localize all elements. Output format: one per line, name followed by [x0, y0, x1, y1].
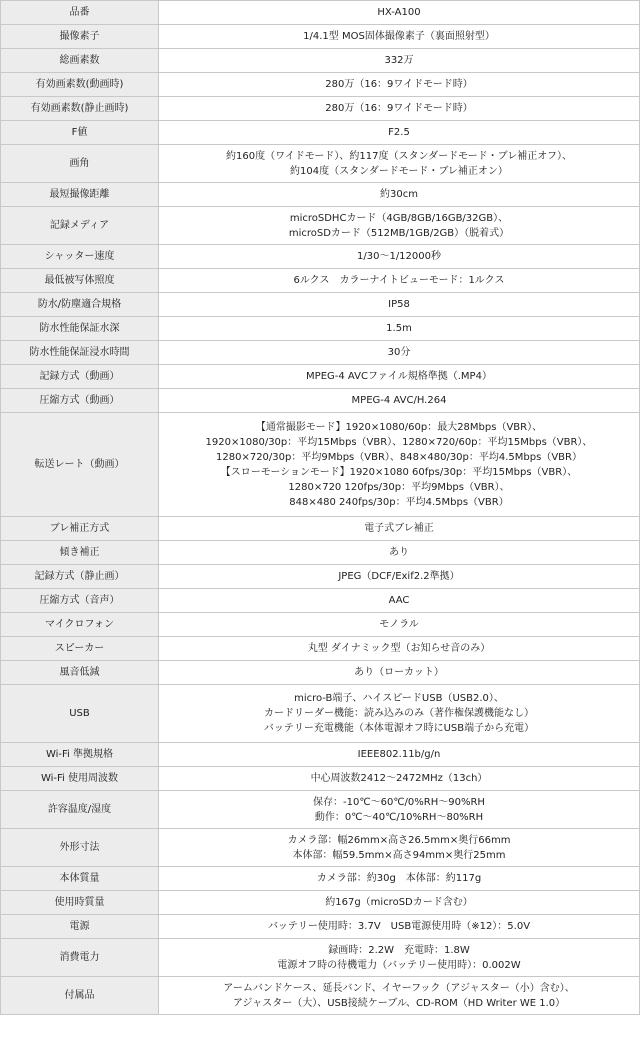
spec-label: 防水/防塵適合規格 [1, 293, 159, 317]
spec-value-line: 約30cm [380, 189, 418, 200]
spec-value-line: MPEG-4 AVCファイル規格準拠（.MP4） [306, 371, 492, 382]
spec-label: 最低被写体照度 [1, 269, 159, 293]
spec-value-line: あり [389, 547, 409, 558]
spec-row [1, 867, 640, 891]
spec-row [1, 565, 640, 589]
spec-label: 撮像素子 [1, 25, 159, 49]
spec-value [159, 541, 640, 565]
spec-value [159, 413, 640, 517]
spec-value-line: IP58 [388, 299, 410, 310]
spec-value-line: 1280×720/30p：平均9Mbps（VBR）、848×480/30p：平均4.5Mbps（VBR） [216, 451, 582, 463]
spec-value-line: 280万（16：9ワイドモード時） [325, 103, 473, 114]
spec-label: マイクロフォン [1, 613, 159, 637]
spec-row [1, 891, 640, 915]
spec-value-line: 1920×1080/30p：平均15Mbps（VBR）、1280×720/60p：平均15Mbps（VBR）、 [205, 436, 593, 448]
spec-value-line: 丸型 ダイナミック型（お知らせ音のみ） [307, 643, 491, 654]
spec-value [159, 915, 640, 939]
spec-value-line: 280万（16：9ワイドモード時） [325, 79, 473, 90]
spec-label: 記録方式（動画） [1, 365, 159, 389]
spec-value-line: 電子式ブレ補正 [364, 523, 434, 534]
spec-label: 圧縮方式（動画） [1, 389, 159, 413]
spec-value [159, 1, 640, 25]
spec-label: 風音低減 [1, 661, 159, 685]
spec-label: 有効画素数(動画時) [1, 73, 159, 97]
spec-label: 防水性能保証水深 [1, 317, 159, 341]
spec-value-line: 【通常撮影モード】1920×1080/60p：最大28Mbps（VBR）、 [255, 421, 543, 433]
spec-row [1, 1, 640, 25]
spec-row [1, 293, 640, 317]
spec-value-line: F2.5 [388, 127, 410, 138]
spec-label: 本体質量 [1, 867, 159, 891]
spec-value-line: MPEG-4 AVC/H.264 [351, 395, 447, 406]
spec-value-line: バッテリー使用時：3.7V USB電源使用時（※12）：5.0V [267, 921, 531, 932]
spec-value-line: 保存：-10℃〜60℃/0%RH〜90%RH [313, 796, 485, 808]
spec-value-line: HX-A100 [377, 7, 421, 18]
spec-value-line: アームバンドケース、延長バンド、イヤーフック（アジャスター（小）含む）、 [223, 982, 575, 994]
spec-value [159, 49, 640, 73]
spec-value-line: microSDHCカード（4GB/8GB/16GB/32GB）、 [289, 212, 509, 224]
spec-row [1, 829, 640, 867]
spec-value-line: カードリーダー機能：読み込みのみ（著作権保護機能なし） [264, 708, 534, 719]
spec-value [159, 637, 640, 661]
spec-row [1, 317, 640, 341]
spec-row [1, 413, 640, 517]
spec-value-line: 約104度（スタンダードモード・ブレ補正オン） [290, 165, 508, 177]
spec-row [1, 977, 640, 1015]
spec-row [1, 389, 640, 413]
spec-value-line: カメラ部：約30g 本体部：約117g [316, 873, 482, 884]
spec-value-line: 動作：0℃〜40℃/10%RH〜80%RH [314, 811, 484, 823]
spec-value-line: 1/4.1型 MOS固体撮像素子（裏面照射型） [303, 31, 495, 42]
spec-value-line: 1280×720 120fps/30p：平均9Mbps（VBR）、 [288, 481, 510, 493]
spec-row [1, 589, 640, 613]
spec-row [1, 25, 640, 49]
spec-row [1, 685, 640, 743]
spec-value [159, 565, 640, 589]
spec-label: ブレ補正方式 [1, 517, 159, 541]
spec-value-line: 中心周波数2412〜2472MHz（13ch） [310, 773, 488, 784]
spec-row [1, 517, 640, 541]
spec-value-line: IEEE802.11b/g/n [357, 749, 441, 760]
spec-label: Wi-Fi 準拠規格 [1, 743, 159, 767]
spec-value-line: 1/30〜1/12000秒 [357, 251, 441, 262]
spec-value-line: 1.5m [386, 323, 412, 334]
spec-value-line: 332万 [384, 55, 414, 66]
spec-value [159, 939, 640, 977]
spec-label: Wi-Fi 使用周波数 [1, 767, 159, 791]
spec-value-line: JPEG（DCF/Exif2.2準拠） [338, 571, 460, 582]
spec-row [1, 49, 640, 73]
spec-value [159, 767, 640, 791]
spec-value-line: 録画時：2.2W 充電時：1.8W [328, 944, 470, 956]
spec-value-line: micro-B端子、ハイスピードUSB（USB2.0）、 [294, 693, 504, 704]
spec-value [159, 183, 640, 207]
spec-value [159, 517, 640, 541]
spec-value [159, 97, 640, 121]
spec-value [159, 589, 640, 613]
spec-label: スピーカー [1, 637, 159, 661]
spec-label: 記録方式（静止画） [1, 565, 159, 589]
spec-value [159, 341, 640, 365]
spec-label: 品番 [1, 1, 159, 25]
spec-label: 傾き補正 [1, 541, 159, 565]
spec-value [159, 73, 640, 97]
spec-row [1, 341, 640, 365]
spec-row [1, 637, 640, 661]
spec-row [1, 365, 640, 389]
spec-value [159, 661, 640, 685]
spec-value-line: 【スローモーションモード】1920×1080 60fps/30p：平均15Mbps（VBR）、 [220, 466, 578, 478]
spec-row [1, 939, 640, 977]
spec-row [1, 121, 640, 145]
spec-value [159, 791, 640, 829]
spec-label: 消費電力 [1, 939, 159, 977]
spec-label: 防水性能保証浸水時間 [1, 341, 159, 365]
spec-table-body [1, 1, 640, 1015]
spec-value [159, 25, 640, 49]
spec-row [1, 145, 640, 183]
spec-label: シャッター速度 [1, 245, 159, 269]
spec-value-line: 約167g（microSDカード含む） [325, 897, 473, 908]
spec-row [1, 613, 640, 637]
spec-value [159, 977, 640, 1015]
spec-value [159, 365, 640, 389]
spec-label: USB [1, 685, 159, 743]
spec-value [159, 269, 640, 293]
spec-value-line: 本体部：幅59.5mm×高さ94mm×奥行25mm [292, 849, 506, 861]
spec-label: 総画素数 [1, 49, 159, 73]
spec-value-line: 電源オフ時の待機電力（バッテリー使用時）：0.002W [277, 959, 521, 971]
spec-value [159, 293, 640, 317]
spec-row [1, 183, 640, 207]
spec-row [1, 207, 640, 245]
spec-label: 使用時質量 [1, 891, 159, 915]
spec-value-line: 6ルクス カラーナイトビューモード：1ルクス [293, 275, 505, 286]
spec-value-line: バッテリー充電機能（本体電源オフ時にUSB端子から充電） [263, 723, 535, 734]
spec-value [159, 207, 640, 245]
spec-label: 外形寸法 [1, 829, 159, 867]
spec-row [1, 791, 640, 829]
spec-row [1, 97, 640, 121]
spec-value [159, 613, 640, 637]
spec-value-line: 30分 [387, 347, 411, 358]
spec-row [1, 73, 640, 97]
spec-label: F値 [1, 121, 159, 145]
spec-label: 記録メディア [1, 207, 159, 245]
spec-value-line: AAC [388, 595, 410, 606]
spec-label: 最短撮像距離 [1, 183, 159, 207]
spec-value [159, 245, 640, 269]
spec-row [1, 661, 640, 685]
spec-value [159, 317, 640, 341]
spec-value-line: あり（ローカット） [354, 667, 444, 678]
spec-row [1, 269, 640, 293]
spec-value-line: 848×480 240fps/30p：平均4.5Mbps（VBR） [289, 496, 509, 508]
spec-value [159, 743, 640, 767]
spec-row [1, 915, 640, 939]
spec-row [1, 541, 640, 565]
spec-value-line: microSDカード（512MB/1GB/2GB）（脱着式） [288, 227, 510, 239]
spec-row [1, 245, 640, 269]
spec-row [1, 743, 640, 767]
spec-value-line: カメラ部：幅26mm×高さ26.5mm×奥行66mm [287, 834, 511, 846]
spec-value-line: アジャスター（大）、USB接続ケーブル、CD-ROM（HD Writer WE 1.0） [232, 997, 566, 1009]
spec-label: 画角 [1, 145, 159, 183]
spec-value [159, 389, 640, 413]
spec-label: 圧縮方式（音声） [1, 589, 159, 613]
spec-value [159, 867, 640, 891]
spec-value [159, 891, 640, 915]
spec-row [1, 767, 640, 791]
spec-value [159, 685, 640, 743]
spec-label: 電源 [1, 915, 159, 939]
spec-label: 転送レート（動画） [1, 413, 159, 517]
spec-label: 許容温度/湿度 [1, 791, 159, 829]
spec-value-line: モノラル [379, 619, 419, 630]
spec-value-line: 約160度（ワイドモード）、約117度（スタンダードモード・ブレ補正オフ）、 [226, 150, 572, 162]
spec-value [159, 829, 640, 867]
spec-label: 付属品 [1, 977, 159, 1015]
spec-value [159, 121, 640, 145]
spec-label: 有効画素数(静止画時) [1, 97, 159, 121]
spec-value [159, 145, 640, 183]
